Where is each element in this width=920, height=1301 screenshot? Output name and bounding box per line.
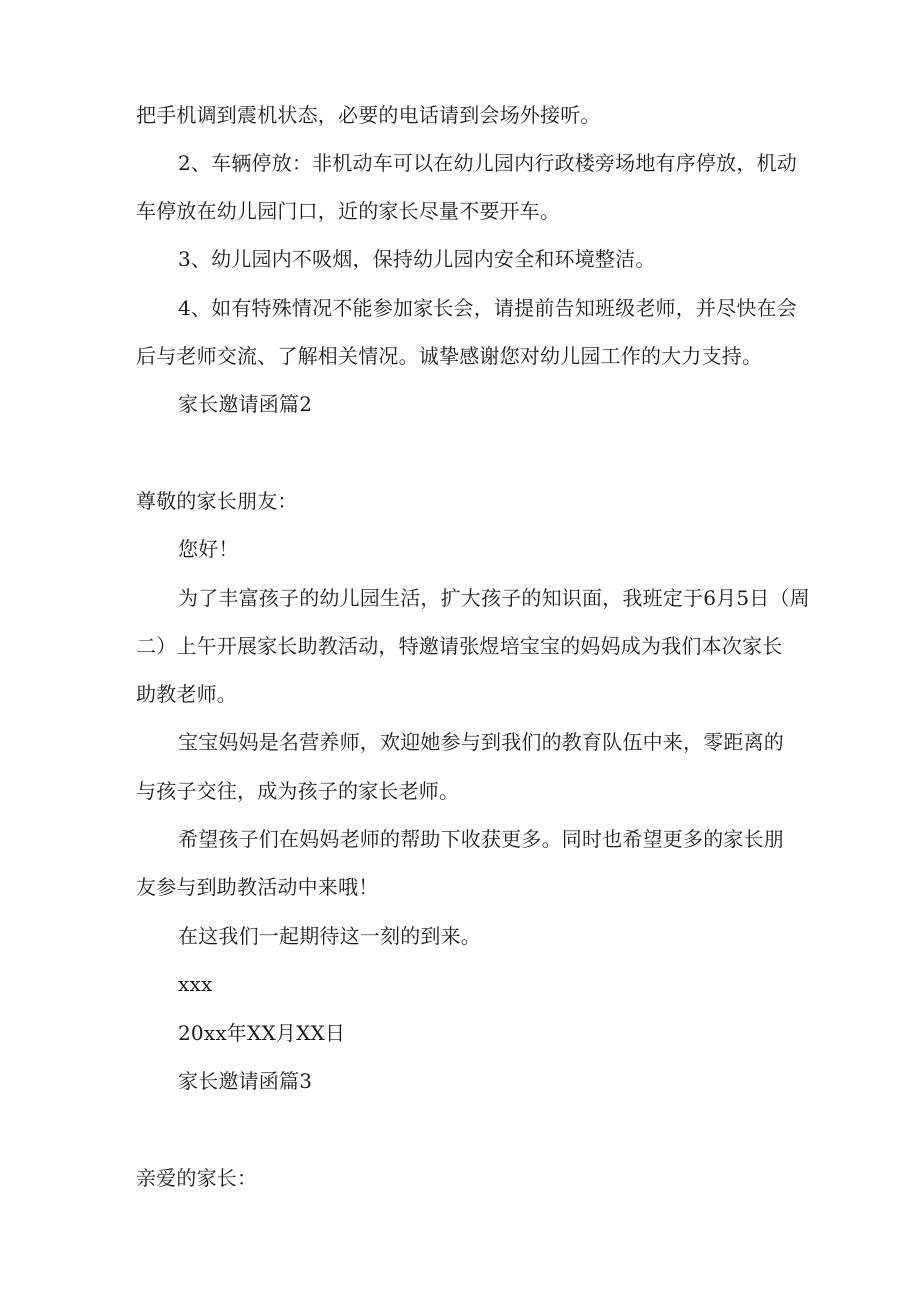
signature-date: 20xx年XX月XX日 bbox=[178, 1021, 346, 1045]
paragraph-line: 2、车辆停放：非机动车可以在幼儿园内行政楼旁场地有序停放，机动 bbox=[178, 151, 797, 175]
paragraph-line: 二）上午开展家长助教活动，特邀请张煜培宝宝的妈妈成为我们本次家长 bbox=[136, 634, 783, 658]
paragraph-line: 把手机调到震机状态，必要的电话请到会场外接听。 bbox=[136, 103, 601, 127]
paragraph-line: 友参与到助教活动中来哦！ bbox=[136, 875, 379, 899]
salutation: 尊敬的家长朋友： bbox=[136, 489, 298, 513]
paragraph-line: 希望孩子们在妈妈老师的帮助下收获更多。同时也希望更多的家长朋 bbox=[178, 827, 784, 851]
paragraph-line: 为了丰富孩子的幼儿园生活，扩大孩子的知识面，我班定于6月5日（周 bbox=[178, 586, 810, 610]
paragraph-line: 宝宝妈妈是名营养师，欢迎她参与到我们的教育队伍中来，零距离的 bbox=[178, 730, 784, 754]
paragraph-line: 3、幼儿园内不吸烟，保持幼儿园内安全和环境整洁。 bbox=[178, 247, 656, 271]
section-heading: 家长邀请函篇3 bbox=[178, 1069, 313, 1093]
paragraph-line: 后与老师交流、了解相关情况。诚挚感谢您对幼儿园工作的大力支持。 bbox=[136, 344, 763, 368]
paragraph-line: 车停放在幼儿园门口，近的家长尽量不要开车。 bbox=[136, 199, 561, 223]
salutation: 亲爱的家长： bbox=[136, 1166, 258, 1190]
greeting: 您好！ bbox=[178, 537, 239, 561]
paragraph-line: 助教老师。 bbox=[136, 682, 237, 706]
paragraph-line: 4、如有特殊情况不能参加家长会，请提前告知班级老师，并尽快在会 bbox=[178, 296, 797, 320]
paragraph-line: 与孩子交往，成为孩子的家长老师。 bbox=[136, 779, 460, 803]
paragraph-line: 在这我们一起期待这一刻的到来。 bbox=[178, 924, 481, 948]
section-heading: 家长邀请函篇2 bbox=[178, 392, 313, 416]
signature-name: xxx bbox=[178, 972, 213, 996]
